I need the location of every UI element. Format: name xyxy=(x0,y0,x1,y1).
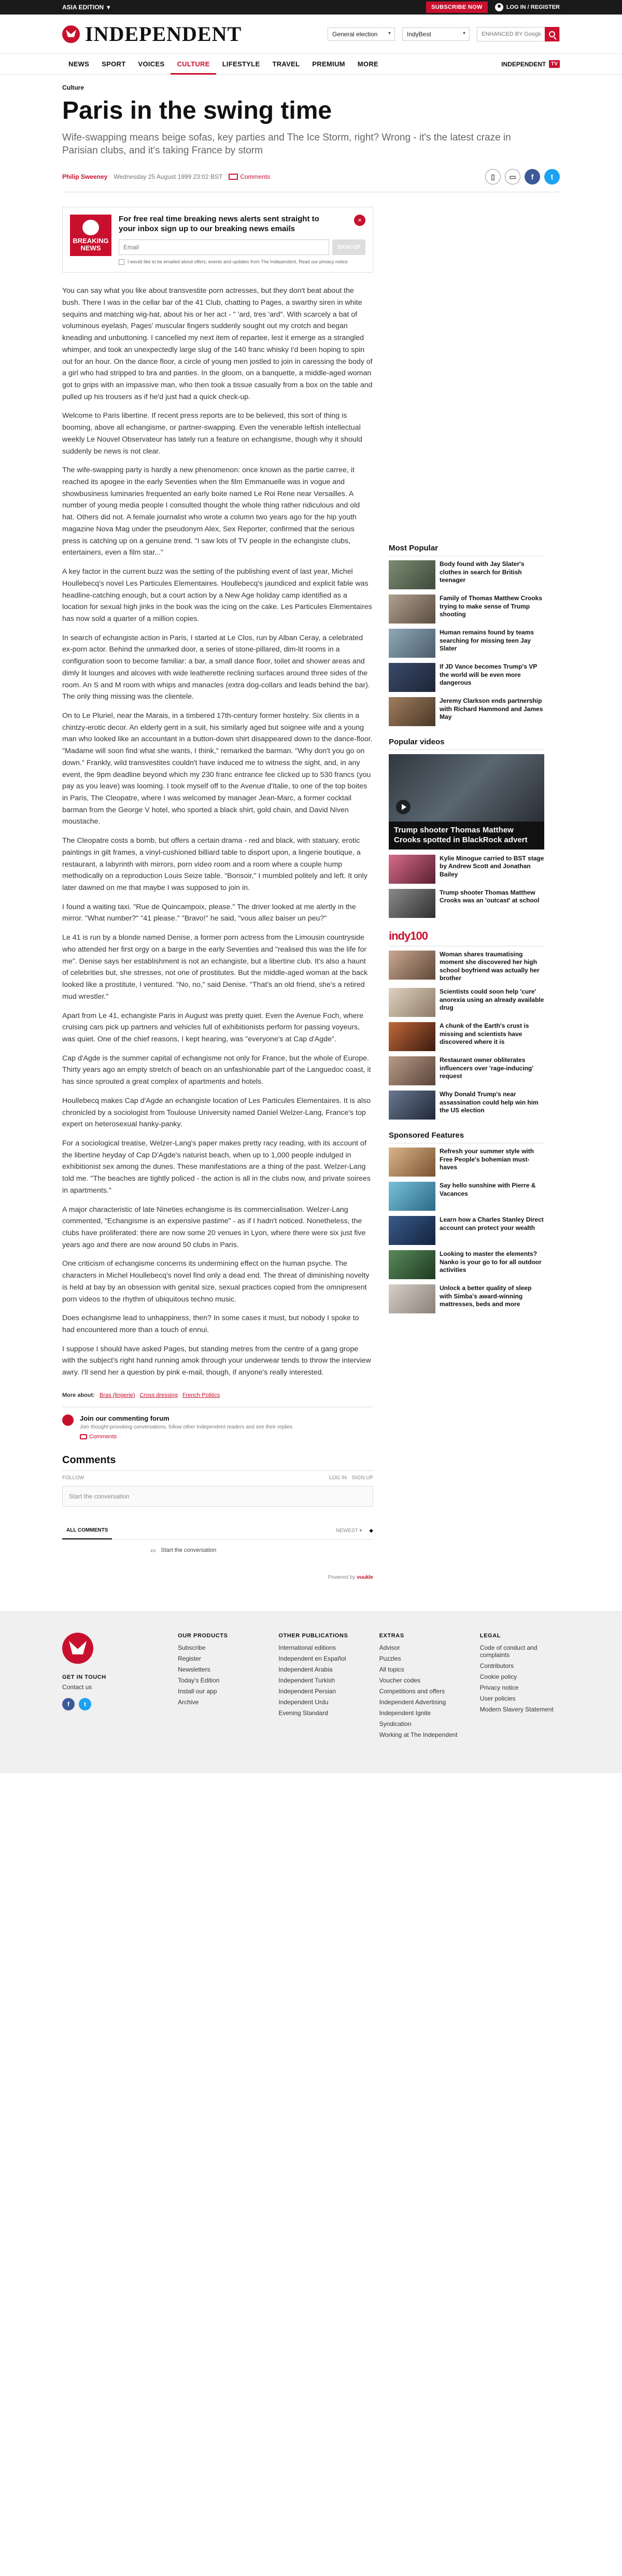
list-item-title: Human remains found by teams searching for missing teen Jay Slater xyxy=(440,629,534,653)
search-box xyxy=(477,27,560,41)
article-paragraph: In search of echangiste action in Paris, I started at Le Clos, run by Alban Ceray, a celebrated ex-porn actor. Behind the unmarked door, a series of stone-pillared, dim-lit rooms in a configuration soon to become familiar: a bar, a small dance floor, toilet and shower areas and dimly lit lounges and alcoves with wide leatherette reclining surfaces around three sides of the room. An S and M room with whips and manacles (extra dog-collars and leads behind the bar). The only thing missing was the clientele. xyxy=(62,633,370,701)
author-link[interactable]: Philip Sweeney xyxy=(62,173,108,181)
sidebar xyxy=(389,202,544,1580)
edition-selector[interactable] xyxy=(62,4,110,11)
forum-title[interactable]: Join our commenting forum xyxy=(80,1414,169,1422)
site-footer xyxy=(0,1611,622,1773)
footer-link[interactable]: Evening Standard xyxy=(278,1709,328,1717)
footer-link[interactable]: Syndication xyxy=(379,1720,412,1728)
article-paragraph: The Cleopatre costs a bomb, but offers a certain drama - red and black, with statuary, erotic paintings in gilt frames, a vinyl-cushioned billiard table to disport upon, a lingerie boutique, a restaurant, a labyrinth with mirrors, porn video room and a room where a couple hump methodically on a reproduction Louis Seize table. "Bonsoir," I mumbled politely and left. It only later dawned on me that maybe I was supposed to join in. xyxy=(62,837,367,893)
article-paragraph: Does echangisme lead to unhappiness, then? In some cases it must, but nobody I spoke to had encountered more than a touch of ennui. xyxy=(62,1314,359,1335)
nav-item-voices[interactable]: VOICES xyxy=(138,60,165,68)
sponsored-item-title: Learn how a Charles Stanley Direct account can protect your wealth xyxy=(440,1215,544,1232)
comment-icon xyxy=(229,174,238,180)
article-paragraph: I found a waiting taxi. "Rue de Quincampoix, please." The driver looked at me alertly in the mirror. "What number?" "41 please." "Bravo!" he said, "vous allez baiser un peu?" xyxy=(62,902,356,923)
forum-comments-link[interactable] xyxy=(80,1434,292,1440)
sponsored-item[interactable] xyxy=(389,1284,544,1313)
thumbnail-image xyxy=(389,663,435,692)
follow-button[interactable]: FOLLOW xyxy=(62,1475,84,1481)
twitter-icon: t xyxy=(550,173,554,181)
footer-link[interactable]: Competitions and offers xyxy=(379,1687,445,1695)
most-popular-heading: Most Popular xyxy=(389,544,544,556)
nav-item-culture[interactable]: CULTURE xyxy=(171,54,216,75)
list-item[interactable] xyxy=(389,951,544,983)
sponsored-heading: Sponsored Features xyxy=(389,1131,544,1143)
logo-text: INDEPENDENT xyxy=(85,22,242,46)
close-icon[interactable]: × xyxy=(354,215,365,226)
thumbnail-image xyxy=(389,988,435,1017)
sponsored-item-title: Looking to master the elements? Nanko is your go to for all outdoor activities xyxy=(440,1250,542,1274)
footer-link[interactable]: User policies xyxy=(479,1694,516,1702)
thumbnail-image xyxy=(389,855,435,884)
list-item-title: Why Donald Trump's near assassination could help win him the US election xyxy=(440,1090,539,1114)
footer-link[interactable]: Cookie policy xyxy=(479,1673,517,1680)
thumbnail-image xyxy=(389,560,435,589)
twitter-share-button[interactable] xyxy=(544,169,560,185)
independent-tv-link[interactable] xyxy=(501,60,560,68)
footer-link[interactable]: Independent Turkish xyxy=(278,1676,335,1684)
topic-tag[interactable]: French Politics xyxy=(182,1392,220,1398)
article-paragraph: The wife-swapping party is hardly a new phenomenon: once known as the partie carree, it reached its apogee in the early Seventies when the film Emmanuelle was in vogue and showbusiness luminaries frequented an early boite named Le Roi Rene near Versailles. A number of young media people I consulted thought the whole thing rather ridiculous and old hat. Others did not. A female journalist who wrote a column two years ago for the hip youth magazine Nova Mag under the pseudonym Alex, Sex Reporter, confirmed that the serious press is catching up on a genuine trend. "I saw lots of TV people in the echangiste clubs, entertainers, even a film star..." xyxy=(62,466,360,557)
independent-tv-text: INDEPENDENT xyxy=(501,60,546,68)
list-item-title: Scientists could soon help 'cure' anorexia using an already available drug xyxy=(440,987,544,1012)
bookmark-icon: ▯ xyxy=(491,172,495,181)
search-input[interactable] xyxy=(477,27,545,41)
article-paragraph: One criticism of echangisme concerns its undermining effect on the human psyche. The characters in Michel Houllebecq's novel find only a dead end. The threat of diminishing novelty is held at bay by an obsession with genital size, sexual practices copied from the omnipresent porn videos to the rhythm of ubiquitous techno music. xyxy=(62,1259,370,1304)
email-field[interactable] xyxy=(119,239,329,255)
footer-link[interactable]: Voucher codes xyxy=(379,1676,420,1684)
article-paragraph: On to Le Pluriel, near the Marais, in a timbered 17th-century former hostelry. Six clients in a chintzy-erotic decor. An elderly gent in a suit, his similarly aged but soignee wife and a young man who looked like an accountant in a button-down shirt disappeared down to the dance-floor. "Madame will soon find what she wants, I think," remarked the barman. "Why don't you go on down." Frankly, wild transvestites couldn't have induced me to witness the sight, and, in any event, the 9pm deadline beyond which my 230 franc entrance fee clicked up to 530 francs (you pay as you leave) was looming. I took myself off to the Avenue d'Italie, to one of the top boites in Paris, The Cleopatre, where I was welcomed by manager Jean-Marc, a former cocktail barman from the George V hotel, who sported a black shirt, gold chain, and David Niven moustache. xyxy=(62,711,373,826)
footer-link[interactable]: International editions xyxy=(278,1644,336,1651)
publish-date: Wednesday 25 August 1999 23:02 BST xyxy=(114,173,223,181)
footer-column-publications xyxy=(278,1633,358,1742)
indy100-logo[interactable] xyxy=(389,929,544,946)
most-popular xyxy=(389,544,544,726)
thumbnail-image xyxy=(389,1182,435,1211)
comment-input[interactable]: Start the conversation xyxy=(62,1486,373,1507)
article-title: Paris in the swing time xyxy=(62,97,332,124)
sponsored-item-title: Say hello sunshine with Pierre & Vacances xyxy=(440,1181,536,1197)
footer-link[interactable]: All topics xyxy=(379,1665,404,1673)
footer-link[interactable]: Independent en Español xyxy=(278,1654,346,1662)
sign-up-button[interactable]: SIGN UP xyxy=(332,239,365,255)
topic-tag[interactable]: Cross dressing xyxy=(139,1392,178,1398)
comment-bubble-icon: ▭ xyxy=(150,1547,156,1554)
article-paragraph: Apart from Le 41, echangiste Paris in August was pretty quiet. Even the Avenue Foch, where cruising cars pick up partners and vehicles full of exhibitionists perform for passing voyeurs, was quiet. One of the chief reasons, I kept hearing, was "everyone's at Cap d'Agde". xyxy=(62,1011,363,1043)
list-item[interactable] xyxy=(389,595,544,624)
comments-bar xyxy=(62,1470,373,1481)
indy100-section xyxy=(389,929,544,1120)
video-item-title: Trump shooter Thomas Matthew Crooks was an 'outcast' at school xyxy=(440,888,540,904)
list-item[interactable] xyxy=(389,663,544,692)
footer-link[interactable]: Register xyxy=(178,1654,201,1662)
popular-videos-heading: Popular videos xyxy=(389,738,544,750)
newsletter-headline: For free real time breaking news alerts sent straight to your inbox sign up to our breaking news emails xyxy=(119,215,319,233)
site-select[interactable]: IndyBest ▾ xyxy=(402,27,470,41)
byline xyxy=(62,169,560,192)
article-paragraph: You can say what you like about transvestite porn actresses, but they don't beat about the bush. There I was in the cellar bar of the 41 Club, chatting to Pages, a swarthy siren in white sequins and matching wig-hat, about his or her act - " 'ard, tres 'ard". With scarcely a bat of voluminous eyelash, Pages' muscular fingers suddenly sought out my crotch and began kneading and unbuttoning. I cancelled my next item of repartee, lest it emerge as a strangled whimper, and took an unexpectedly large slug of the 140 franc whisky I'd been hoping to spin out for an hour. On the dance floor, a circle of young men jostled to join in caressing the body of a girl who had stripped to bra and panties. In the gloom, on a banquette, a middle-aged woman got to grips with an impassive man, who then took a tissue casually from a box on the table and pulled up his trousers as if he'd just had a quick check-up. xyxy=(62,287,373,401)
comments-signup-link[interactable]: SIGN UP xyxy=(351,1475,373,1481)
list-item-title: Woman shares traumatising moment she discovered her high school boyfriend was actually her brother xyxy=(440,950,540,982)
footer-link[interactable]: Independent Persian xyxy=(278,1687,336,1695)
tv-badge: TV xyxy=(549,60,560,68)
list-item[interactable] xyxy=(389,1022,544,1051)
article-paragraph: A key factor in the current buzz was the setting of the publishing event of last year, Michel Houllebecq's novel Les Particules Elementaires. Houllebecq's jaundiced and explicit fable was headline-catching enough, but a court action by a New Age holiday camp identified as a location for sexual high jinks in the book was the icing on the cake. Les Particules Elementaires has now sold a quarter of a million copies. xyxy=(62,568,372,623)
nav-item-premium[interactable]: PREMIUM xyxy=(312,60,345,68)
forum-comments-label: Comments xyxy=(89,1433,117,1440)
indy100-title: indy100 xyxy=(389,929,428,942)
thumbnail-image xyxy=(389,1216,435,1245)
sponsored-item[interactable] xyxy=(389,1148,544,1177)
eagle-logo-icon xyxy=(62,25,80,43)
list-item[interactable] xyxy=(389,629,544,658)
footer-link[interactable]: Newsletters xyxy=(178,1665,210,1673)
section-select[interactable]: General election ▾ xyxy=(328,27,395,41)
powered-by-label: Powered by xyxy=(328,1574,356,1580)
popular-videos xyxy=(389,738,544,918)
topic-tag[interactable]: Bras (lingerie) xyxy=(100,1392,135,1398)
sort-label: NEWEST xyxy=(335,1527,358,1534)
facebook-icon[interactable]: f xyxy=(62,1698,75,1710)
list-item[interactable] xyxy=(389,560,544,589)
contact-us-link[interactable]: Contact us xyxy=(62,1683,92,1691)
subscribe-button[interactable]: SUBSCRIBE NOW xyxy=(426,2,488,13)
consent-checkbox[interactable] xyxy=(119,259,124,265)
sponsored-item[interactable] xyxy=(389,1216,544,1245)
sponsored-item[interactable] xyxy=(389,1250,544,1279)
video-player[interactable] xyxy=(389,754,544,822)
footer-link[interactable]: Today's Edition xyxy=(178,1676,220,1684)
bookmark-button[interactable] xyxy=(485,169,501,185)
footer-link[interactable]: Contributors xyxy=(479,1662,514,1669)
main-column xyxy=(62,202,373,1580)
consent-text: I would like to be emailed about offers, events and updates from The Independent. Read our privacy notice xyxy=(128,259,348,264)
comments-link[interactable] xyxy=(229,173,270,180)
share-bar xyxy=(485,169,560,185)
notification-bell-icon[interactable]: ◆ xyxy=(369,1527,373,1534)
video-item-title: Kylie Minogue carried to BST stage by Andrew Scott and Jonathan Bailey xyxy=(440,854,544,878)
forum-text: Join thought-provoking conversations, follow other Independent readers and see their replies xyxy=(80,1424,293,1430)
edition-label: ASIA EDITION xyxy=(62,4,104,11)
list-item[interactable] xyxy=(389,1056,544,1085)
video-item[interactable] xyxy=(389,855,544,884)
thumbnail-image xyxy=(389,1091,435,1120)
comments-tabs xyxy=(62,1522,373,1540)
article-paragraph: A major characteristic of late Nineties echangisme is its commercialisation. Welzer-Lang commented, "Echangisme is an expensive pastime" - as if I hadn't noticed. Nonetheless, the clubs have proliferated: there are now some 20 venues in Lyon, where there were six just five years ago and there are now around 50 clubs in Paris. xyxy=(62,1205,366,1249)
vuukle-logo[interactable]: vuukle xyxy=(357,1574,373,1580)
footer-column-title: OUR PRODUCTS xyxy=(178,1632,228,1639)
comments-link-label: Comments xyxy=(240,173,271,181)
footer-link[interactable]: Independent Urdu xyxy=(278,1698,329,1706)
article-paragraph: Houllebecq makes Cap d'Agde an echangiste location of Les Particules Elementaires. It is also chronicled by a sociologist from Toulouse University named Daniel Welzer-Lang, France's top expert on heterosexual hanky-panky. xyxy=(62,1096,371,1129)
footer-column-title: OTHER PUBLICATIONS xyxy=(278,1632,348,1639)
get-in-touch-heading: GET IN TOUCH xyxy=(62,1674,106,1680)
facebook-share-button[interactable] xyxy=(525,169,540,185)
thumbnail-image xyxy=(389,697,435,726)
thumbnail-image xyxy=(389,889,435,918)
comment-bubble-icon: ▭ xyxy=(509,172,516,181)
breaking-news-badge: BREAKING NEWS xyxy=(70,215,111,256)
footer-link[interactable]: Working at The Independent xyxy=(379,1731,458,1738)
list-item[interactable] xyxy=(389,988,544,1017)
footer-link[interactable]: Modern Slavery Statement xyxy=(479,1705,554,1713)
article-standfirst: Wife-swapping means beige sofas, key parties and The Ice Storm, right? Wrong - it's the latest craze in Parisian clubs, and it's taking France by storm xyxy=(62,132,511,157)
more-about xyxy=(62,1387,373,1398)
sponsored-features xyxy=(389,1131,544,1313)
footer-link[interactable]: Independent Ignite xyxy=(379,1709,431,1717)
powered-by xyxy=(62,1575,373,1580)
commenting-forum-promo xyxy=(62,1407,373,1440)
article-paragraph: For a sociological treatise, Welzer-Lang's paper makes pretty racy reading, with its account of the libertine heyday of Cap D'Agde's naturist beach, when up to 1,000 people indulged in exhibitionist sex among the dunes. These manifestations are a thing of the past. Welzer-Lang told me. "The beaches are tightly policed - the action is all in the clubs now, and private soirees in apartments." xyxy=(62,1139,371,1195)
list-item-title: A chunk of the Earth's crust is missing and scientists have discovered where it is xyxy=(440,1022,529,1046)
thumbnail-image xyxy=(389,1148,435,1177)
login-label: LOG IN / REGISTER xyxy=(506,4,560,10)
sort-select[interactable]: NEWEST ▾ xyxy=(335,1527,362,1534)
footer-column-products xyxy=(178,1633,258,1742)
thumbnail-image xyxy=(389,595,435,624)
start-conversation-text[interactable]: Start the conversation xyxy=(161,1547,217,1554)
sponsored-item-title: Unlock a better quality of sleep with Simba's award-winning mattresses, beds and more xyxy=(440,1284,532,1308)
sponsored-item-title: Refresh your summer style with Free People's bohemian must-haves xyxy=(440,1147,534,1171)
footer-column-title: LEGAL xyxy=(479,1632,501,1639)
nav-item-sport[interactable]: SPORT xyxy=(102,60,126,68)
list-item-title: Jeremy Clarkson ends partnership with Richard Hammond and James May xyxy=(440,697,543,721)
comments-login-link[interactable]: LOG IN xyxy=(329,1475,347,1481)
nav-item-lifestyle[interactable]: LIFESTYLE xyxy=(222,60,260,68)
list-item[interactable] xyxy=(389,697,544,726)
footer-column-legal xyxy=(480,1633,560,1742)
footer-column-title: EXTRAS xyxy=(379,1632,404,1639)
footer-link[interactable]: Install our app xyxy=(178,1687,217,1695)
video-item[interactable] xyxy=(389,889,544,918)
thumbnail-image xyxy=(389,1056,435,1085)
video-caption[interactable]: Trump shooter Thomas Matthew Crooks spotted in BlackRock advert xyxy=(389,822,544,850)
list-item-title: Family of Thomas Matthew Crooks trying to make sense of Trump shooting xyxy=(440,595,543,618)
site-logo[interactable] xyxy=(62,22,242,46)
article-paragraph: I suppose I should have asked Pages, but standing metres from the centre of a gang grope with the subject's right hand running amok through your underwear tends to throw the interview awry. I'll send her a question by pink e-mail, though, if anyone's really interested. xyxy=(62,1344,371,1377)
thumbnail-image xyxy=(389,1250,435,1279)
eagle-logo-icon[interactable] xyxy=(62,1633,93,1664)
footer-column-extras xyxy=(379,1633,459,1742)
comment-icon xyxy=(80,1434,87,1439)
nav-item-news[interactable]: NEWS xyxy=(68,60,90,68)
footer-link[interactable]: Independent Arabia xyxy=(278,1665,333,1673)
footer-link[interactable]: Puzzles xyxy=(379,1654,401,1662)
footer-link[interactable]: Independent Advertising xyxy=(379,1698,446,1706)
search-icon xyxy=(549,31,555,37)
footer-link[interactable]: Advisor xyxy=(379,1644,400,1651)
comments-heading: Comments xyxy=(62,1454,116,1466)
list-item-title: Restaurant owner obliterates influencers over 'rage-inducing' request xyxy=(440,1056,534,1080)
article-body xyxy=(62,285,373,1379)
play-icon[interactable] xyxy=(396,800,411,814)
section-breadcrumb[interactable]: Culture xyxy=(62,84,84,91)
thumbnail-image xyxy=(389,1284,435,1313)
footer-link[interactable]: Code of conduct and complaints xyxy=(479,1644,538,1659)
footer-link[interactable]: Subscribe xyxy=(178,1644,206,1651)
tab-all-comments[interactable]: ALL COMMENTS xyxy=(62,1522,112,1539)
thumbnail-image xyxy=(389,951,435,980)
nav-item-more[interactable]: MORE xyxy=(357,60,378,68)
more-about-label: More about: xyxy=(62,1392,95,1398)
top-bar xyxy=(0,0,622,15)
twitter-icon[interactable]: t xyxy=(79,1698,91,1710)
facebook-icon: f xyxy=(531,173,534,181)
sponsored-item[interactable] xyxy=(389,1182,544,1211)
list-item-title: If JD Vance becomes Trump's VP the world will be even more dangerous xyxy=(440,663,538,687)
login-link[interactable] xyxy=(495,3,560,11)
footer-link[interactable]: Privacy notice xyxy=(479,1683,519,1691)
search-button[interactable] xyxy=(545,27,559,41)
chevron-down-icon: ▾ xyxy=(107,4,110,11)
nav-item-travel[interactable]: TRAVEL xyxy=(272,60,300,68)
thumbnail-image xyxy=(389,629,435,658)
list-item-title: Body found with Jay Slater's clothes in search for British teenager xyxy=(440,560,525,584)
comment-count-button[interactable] xyxy=(505,169,520,185)
article-paragraph: Le 41 is run by a blonde named Denise, a former porn actress from the Limousin countryside who attended her first orgy on a barge in the early Seventies and "realised this was the life for me". Denise says her establishment is not an echangiste, but a libertine club. It's also a haunt of celebrities but, she stresses, not one of prostitutes. But the middle-aged woman at the back looked like a prostitute, I ventured. "No, no," said Denise. "That's an old friend, she's a retired mud wrestler." xyxy=(62,933,368,1001)
eagle-logo-icon xyxy=(62,1414,74,1426)
start-conversation-row xyxy=(62,1547,373,1554)
footer-link[interactable]: Archive xyxy=(178,1698,199,1706)
thumbnail-image xyxy=(389,1022,435,1051)
article-paragraph: Welcome to Paris libertine. If recent press reports are to be believed, this sort of thing is booming, above all echangisme, or partner-swapping. Even the venerable leftish intellectual weekly Le Nouvel Observateur has lately run a feature on echangisme, though why it should suddenly be news is not clear. xyxy=(62,412,362,456)
user-icon xyxy=(495,3,503,11)
newsletter-signup xyxy=(62,207,373,273)
main-nav xyxy=(0,54,622,75)
list-item[interactable] xyxy=(389,1091,544,1120)
article-paragraph: Cap d'Agde is the summer capital of echangisme not only for France, but the whole of Europe. Thirty years ago an empty stretch of beach on an unfashionable part of the Languedoc coast, it has since sprouted a great complex of apartments and hotels. xyxy=(62,1054,371,1086)
masthead xyxy=(0,15,622,54)
